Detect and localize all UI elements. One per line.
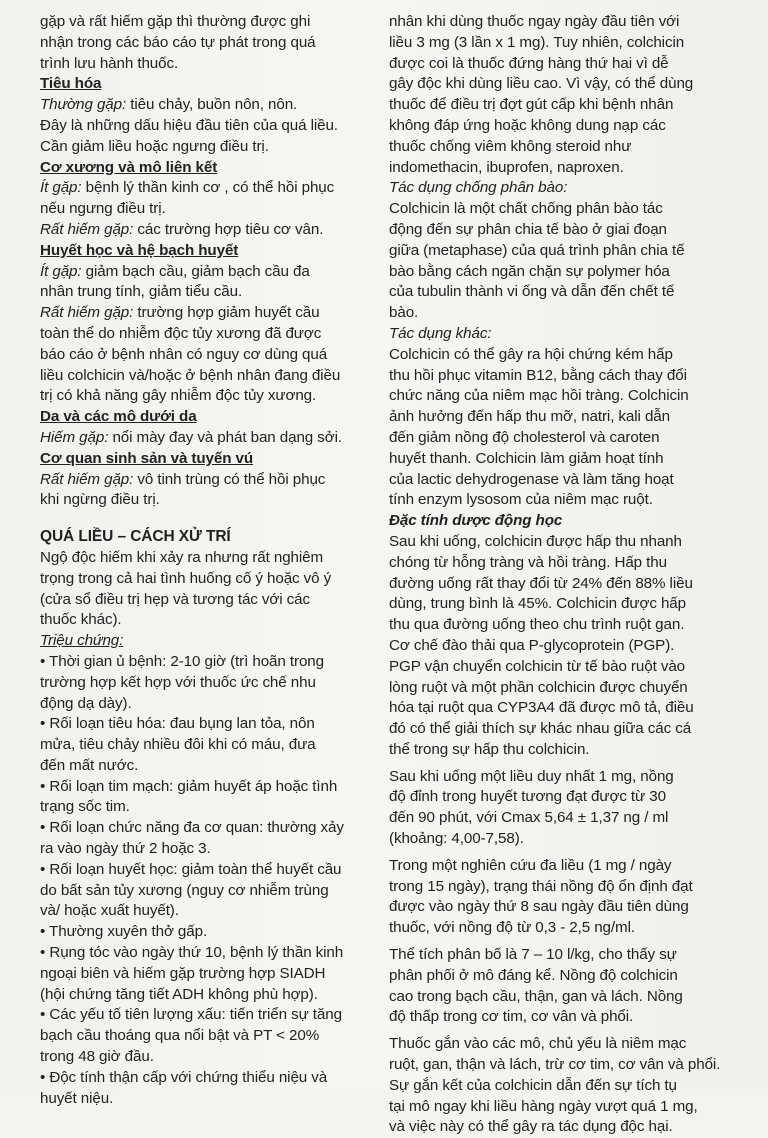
text-line xyxy=(389,767,723,788)
line-text: do bất sản tủy xương (nguy cơ nhiễm trùng xyxy=(40,881,329,899)
line-text: tại mô ngay khi liều hàng ngày vượt quá 1 mg, xyxy=(389,1097,698,1115)
text-line xyxy=(40,1068,372,1089)
text-line xyxy=(389,1007,723,1028)
text-line xyxy=(40,199,372,220)
text-line xyxy=(40,777,372,798)
text-line xyxy=(389,428,723,449)
text-line xyxy=(40,818,372,839)
text-line xyxy=(40,590,372,611)
line-text: Da và các mô dưới da xyxy=(40,408,197,426)
italic-subheading xyxy=(389,324,723,345)
line-text: và/ hoặc xuất huyết). xyxy=(40,902,179,920)
text-line xyxy=(389,366,723,387)
text-line xyxy=(389,1055,723,1076)
line-text: đường uống rất thay đổi từ 24% đến 88% liều xyxy=(389,574,693,592)
line-text: của tubulin thành vi ống và dẫn đến chết tế xyxy=(389,283,675,301)
text-line xyxy=(40,490,372,511)
line-text: Triệu chứng: xyxy=(40,632,124,650)
line-text: • Rụng tóc vào ngày thứ 10, bệnh lý thần kinh xyxy=(40,944,344,962)
section-heading xyxy=(389,511,723,532)
line-text: bệnh lý thần kinh cơ , có thể hồi phục xyxy=(81,179,335,197)
text-line xyxy=(389,241,723,262)
text-line xyxy=(389,987,723,1008)
right-column xyxy=(389,12,723,1138)
line-text: Sự gắn kết của colchicin dẫn đến sự tích tụ xyxy=(389,1076,677,1094)
line-text: Sau khi uống, colchicin được hấp thu nhanh xyxy=(389,532,682,550)
text-line xyxy=(389,33,723,54)
frequency-label: Ít gặp: xyxy=(40,262,82,280)
line-text: trạng sốc tim. xyxy=(40,798,130,816)
text-line xyxy=(389,449,723,470)
text-line xyxy=(389,897,723,918)
line-text: chức năng của niêm mạc hồi tràng. Colchicin xyxy=(389,387,689,405)
text-line xyxy=(389,303,723,324)
line-text: Colchicin là một chất chống phân bào tác xyxy=(389,200,663,218)
text-line xyxy=(389,158,723,179)
text-line xyxy=(40,964,372,985)
text-line xyxy=(40,95,372,116)
text-line xyxy=(389,1117,723,1138)
line-text: liều colchicin và/hoặc ở bệnh nhân đang điều xyxy=(40,366,341,384)
text-line xyxy=(389,787,723,808)
line-text: ruột, gan, thận và lách, trừ cơ tim, cơ vân và phổi. xyxy=(389,1056,721,1074)
line-text: không đáp ứng hoặc không dung nạp các xyxy=(389,116,666,134)
line-text: đến giảm nồng độ cholesterol và caroten xyxy=(389,428,660,446)
line-text: cao trong bạch cầu, thận, gan và lách. Nồng xyxy=(389,987,683,1005)
text-line xyxy=(389,945,723,966)
text-line xyxy=(389,698,723,719)
line-text: nhân trung tính, giảm tiểu cầu. xyxy=(40,283,243,301)
line-text: toàn thể do nhiễm độc tủy xương đã được xyxy=(40,324,322,342)
text-line xyxy=(389,808,723,829)
text-line xyxy=(40,220,372,241)
frequency-label: Rất hiếm gặp: xyxy=(40,304,134,322)
text-line xyxy=(40,714,372,735)
line-text: thu qua đường uống theo chu trình ruột gan. xyxy=(389,616,685,634)
line-text: PGP vận chuyển colchicin từ tế bào ruột vào xyxy=(389,657,686,675)
line-text: • Rối loạn chức năng đa cơ quan: thường xảy xyxy=(40,819,344,837)
text-line xyxy=(40,1047,372,1068)
text-line xyxy=(40,137,372,158)
line-text: nhân khi dùng thuốc ngay ngày đầu tiên với xyxy=(389,13,680,30)
text-line xyxy=(389,95,723,116)
line-text: gây độc khi dùng liều cao. Vì vậy, có thể dùng xyxy=(389,75,694,93)
text-line xyxy=(40,1005,372,1026)
line-text: Tiêu hóa xyxy=(40,75,102,93)
line-text: dùng, trung bình là 45%. Colchicin được hấp xyxy=(389,595,686,613)
text-line xyxy=(389,137,723,158)
frequency-label: Rất hiếm gặp: xyxy=(40,470,134,488)
text-line xyxy=(40,797,372,818)
text-line xyxy=(40,839,372,860)
line-text: trọng trong cả hai tình huống cố ý hoặc vô ý xyxy=(40,569,332,587)
line-text: Đây là những dấu hiệu đầu tiên của quá liều. xyxy=(40,116,338,134)
text-line xyxy=(389,678,723,699)
text-line xyxy=(389,829,723,850)
section-subheading xyxy=(40,158,372,179)
line-text: Cần giảm liều hoặc ngưng điều trị. xyxy=(40,137,269,155)
line-text: Colchicin có thể gây ra hội chứng kém hấp xyxy=(389,345,673,363)
text-line xyxy=(389,282,723,303)
line-text: độ thấp trong cơ tim, cơ vân và phổi. xyxy=(389,1008,634,1026)
line-text: Cơ quan sinh sản và tuyến vú xyxy=(40,449,254,467)
line-text: • Các yếu tố tiên lượng xấu: tiến triển sự tăng xyxy=(40,1006,342,1024)
line-text: Cơ xương và mô liên kết xyxy=(40,158,218,176)
section-heading xyxy=(40,527,372,548)
line-text: Đặc tính dược động học xyxy=(389,512,563,530)
line-text: liều 3 mg (3 lần x 1 mg). Tuy nhiên, colchicin xyxy=(389,33,685,51)
text-line xyxy=(389,657,723,678)
text-line xyxy=(40,262,372,283)
line-text: của lactic dehydrogenase và làm tăng hoạt xyxy=(389,470,674,488)
line-text: độ đỉnh trong huyết tương đạt được từ 30 xyxy=(389,788,666,806)
text-line xyxy=(40,470,372,491)
line-text: đến 90 phút, với Cmax 5,64 ± 1,37 ng / ml xyxy=(389,809,669,827)
line-text: trường hợp giảm huyết cầu xyxy=(133,304,320,322)
left-column xyxy=(40,12,372,1109)
line-text: giữa (metaphase) của quá trình phân chia tế xyxy=(389,241,685,259)
text-line xyxy=(389,636,723,657)
text-line xyxy=(40,901,372,922)
text-line xyxy=(389,12,723,33)
text-line xyxy=(40,1089,372,1110)
text-line xyxy=(40,943,372,964)
text-line xyxy=(40,756,372,777)
line-text: ra vào ngày thứ 2 hoặc 3. xyxy=(40,840,211,858)
frequency-label: Rất hiếm gặp: xyxy=(40,220,134,238)
line-text: thuốc khác). xyxy=(40,611,122,629)
text-line xyxy=(389,386,723,407)
text-line xyxy=(40,33,372,54)
line-text: thể trong sự hấp thu colchicin. xyxy=(389,740,590,758)
line-text: nếu ngưng điều trị. xyxy=(40,200,166,218)
text-line xyxy=(389,594,723,615)
text-line xyxy=(40,116,372,137)
section-subheading xyxy=(40,407,372,428)
text-line xyxy=(40,881,372,902)
text-line xyxy=(40,345,372,366)
line-text: hóa tại ruột qua CYP3A4 đã được mô tả, điều xyxy=(389,699,694,717)
line-text: Tác dụng chống phân bào: xyxy=(389,179,568,197)
line-text: ngoại biên và hiếm gặp trường hợp SIADH xyxy=(40,964,326,982)
line-text: lòng ruột và một phần colchicin được chuyển xyxy=(389,678,688,696)
italic-subheading xyxy=(40,631,372,652)
text-line xyxy=(40,694,372,715)
line-text: • Rối loạn tim mạch: giảm huyết áp hoặc tình xyxy=(40,777,338,795)
section-subheading xyxy=(40,449,372,470)
text-line xyxy=(40,860,372,881)
line-text: trị có khả năng gây nhiễm độc tủy xương. xyxy=(40,387,317,405)
line-text: huyết thanh. Colchicin làm giảm hoạt tính xyxy=(389,449,664,467)
line-text: nổi mày đay và phát ban dạng sởi. xyxy=(108,428,343,446)
line-text: Huyết học và hệ bạch huyết xyxy=(40,241,239,259)
line-text: đó có thể giải thích sự khác nhau giữa các cá xyxy=(389,720,692,738)
line-text: và việc này có thể gây ra tác dụng độc hại. xyxy=(389,1118,673,1136)
line-text: trường hợp kết hợp với thuốc ức chế nhu xyxy=(40,673,316,691)
line-text: nhận trong các báo cáo tự phát trong quá xyxy=(40,33,316,51)
line-text: • Rối loạn huyết học: giảm toàn thể huyết cầu xyxy=(40,860,342,878)
line-text: thuốc, với nồng độ từ 0,3 - 2,5 ng/ml. xyxy=(389,919,635,937)
text-line xyxy=(40,386,372,407)
frequency-label: Hiếm gặp: xyxy=(40,428,109,446)
text-line xyxy=(389,740,723,761)
frequency-label: Ít gặp: xyxy=(40,179,82,197)
line-text: • Thường xuyên thở gấp. xyxy=(40,923,208,941)
line-text: indomethacin, ibuprofen, naproxen. xyxy=(389,158,624,176)
line-text: mửa, tiêu chảy nhiều đôi khi có máu, đưa xyxy=(40,736,316,754)
text-line xyxy=(389,116,723,137)
line-text: thu hồi phục vitamin B12, bằng cách thay đổi xyxy=(389,366,687,384)
line-text: thuốc chống viêm không steroid như xyxy=(389,137,632,155)
text-line xyxy=(389,1076,723,1097)
line-text: trong 15 ngày), trạng thái nồng độ ổn định đạt xyxy=(389,877,693,895)
text-line xyxy=(389,407,723,428)
spacer xyxy=(40,511,372,527)
line-text: gặp và rất hiếm gặp thì thường được ghi xyxy=(40,13,311,30)
line-text: phân phối ở mô đáng kể. Nồng độ colchicin xyxy=(389,966,678,984)
text-line xyxy=(40,282,372,303)
line-text: ảnh hưởng đến hấp thu mỡ, natri, kali dẫn xyxy=(389,408,670,426)
text-line xyxy=(389,574,723,595)
line-text: huyết niệu. xyxy=(40,1089,114,1107)
line-text: khi ngừng điều trị. xyxy=(40,491,160,509)
text-line xyxy=(389,615,723,636)
line-text: (khoảng: 4,00-7,58). xyxy=(389,830,524,848)
section-subheading xyxy=(40,74,372,95)
text-line xyxy=(389,719,723,740)
text-line xyxy=(40,652,372,673)
text-line xyxy=(389,470,723,491)
text-line xyxy=(40,303,372,324)
text-line xyxy=(40,12,372,33)
text-line xyxy=(40,366,372,387)
line-text: Tác dụng khác: xyxy=(389,324,492,342)
line-text: báo cáo ở bệnh nhân có nguy cơ dùng quá xyxy=(40,345,328,363)
line-text: QUÁ LIỀU – CÁCH XỬ TRÍ xyxy=(40,528,231,546)
line-text: vô tinh trùng có thể hồi phục xyxy=(133,470,326,488)
line-text: các trường hợp tiêu cơ vân. xyxy=(133,220,324,238)
text-line xyxy=(40,548,372,569)
text-line xyxy=(40,985,372,1006)
line-text: đến mất nước. xyxy=(40,756,139,774)
frequency-label: Thường gặp: xyxy=(40,96,127,114)
line-text: bào. xyxy=(389,304,419,322)
text-line xyxy=(389,199,723,220)
line-text: Sau khi uống một liều duy nhất 1 mg, nồng xyxy=(389,767,674,785)
text-line xyxy=(40,324,372,345)
line-text: • Thời gian ủ bệnh: 2-10 giờ (trì hoãn trong xyxy=(40,652,324,670)
text-line xyxy=(40,610,372,631)
line-text: bào bằng cách ngăn chặn sự polymer hóa xyxy=(389,262,670,280)
text-line xyxy=(389,877,723,898)
text-line xyxy=(40,673,372,694)
text-line xyxy=(389,966,723,987)
text-line xyxy=(40,178,372,199)
line-text: • Rối loạn tiêu hóa: đau bụng lan tỏa, nôn xyxy=(40,715,315,733)
line-text: Thuốc gắn vào các mô, chủ yếu là niêm mạc xyxy=(389,1035,687,1053)
line-text: Cơ chế đào thải qua P-glycoprotein (PGP). xyxy=(389,636,675,654)
text-line xyxy=(389,918,723,939)
text-line xyxy=(389,553,723,574)
line-text: trong 48 giờ đầu. xyxy=(40,1048,154,1066)
italic-subheading xyxy=(389,178,723,199)
text-line xyxy=(389,220,723,241)
text-line xyxy=(40,569,372,590)
text-line xyxy=(389,532,723,553)
line-text: giảm bạch cầu, giảm bạch cầu đa xyxy=(81,262,310,280)
text-line xyxy=(389,856,723,877)
line-text: trình lưu hành thuốc. xyxy=(40,54,179,72)
text-line xyxy=(40,1026,372,1047)
text-line xyxy=(389,74,723,95)
line-text: động dạ dày). xyxy=(40,694,132,712)
line-text: chóng từ hỗng tràng và hồi tràng. Hấp thu xyxy=(389,553,667,571)
line-text: bạch cầu thoáng qua nổi bật và PT < 20% xyxy=(40,1027,320,1045)
text-line xyxy=(389,262,723,283)
text-line xyxy=(40,735,372,756)
line-text: thuốc để điều trị đợt gút cấp khi bệnh nhân xyxy=(389,96,674,114)
text-line xyxy=(389,345,723,366)
text-line xyxy=(389,54,723,75)
line-text: (cửa sổ điều trị hẹp và tương tác với các xyxy=(40,590,310,608)
text-line xyxy=(389,1097,723,1118)
line-text: động đến sự phân chia tế bào ở giai đoạn xyxy=(389,220,667,238)
text-line xyxy=(40,428,372,449)
line-text: (hội chứng tăng tiết ADH không phù hợp). xyxy=(40,985,318,1003)
text-line xyxy=(389,1034,723,1055)
line-text: Thể tích phân bố là 7 – 10 l/kg, cho thấy sự xyxy=(389,946,677,964)
line-text: tiêu chảy, buồn nôn, nôn. xyxy=(126,96,298,114)
line-text: được vào ngày thứ 8 sau ngày đầu tiên dùng xyxy=(389,898,689,916)
line-text: • Độc tính thận cấp với chứng thiểu niệu và xyxy=(40,1068,328,1086)
text-line xyxy=(389,490,723,511)
line-text: Trong một nghiên cứu đa liều (1 mg / ngày xyxy=(389,856,672,874)
text-line xyxy=(40,922,372,943)
line-text: Ngộ độc hiếm khi xảy ra nhưng rất nghiêm xyxy=(40,548,324,566)
line-text: tính enzym lysosom của niêm mạc ruột. xyxy=(389,491,653,509)
section-subheading xyxy=(40,241,372,262)
text-line xyxy=(40,54,372,75)
line-text: được coi là thuốc đứng hàng thứ hai vì dễ xyxy=(389,54,669,72)
